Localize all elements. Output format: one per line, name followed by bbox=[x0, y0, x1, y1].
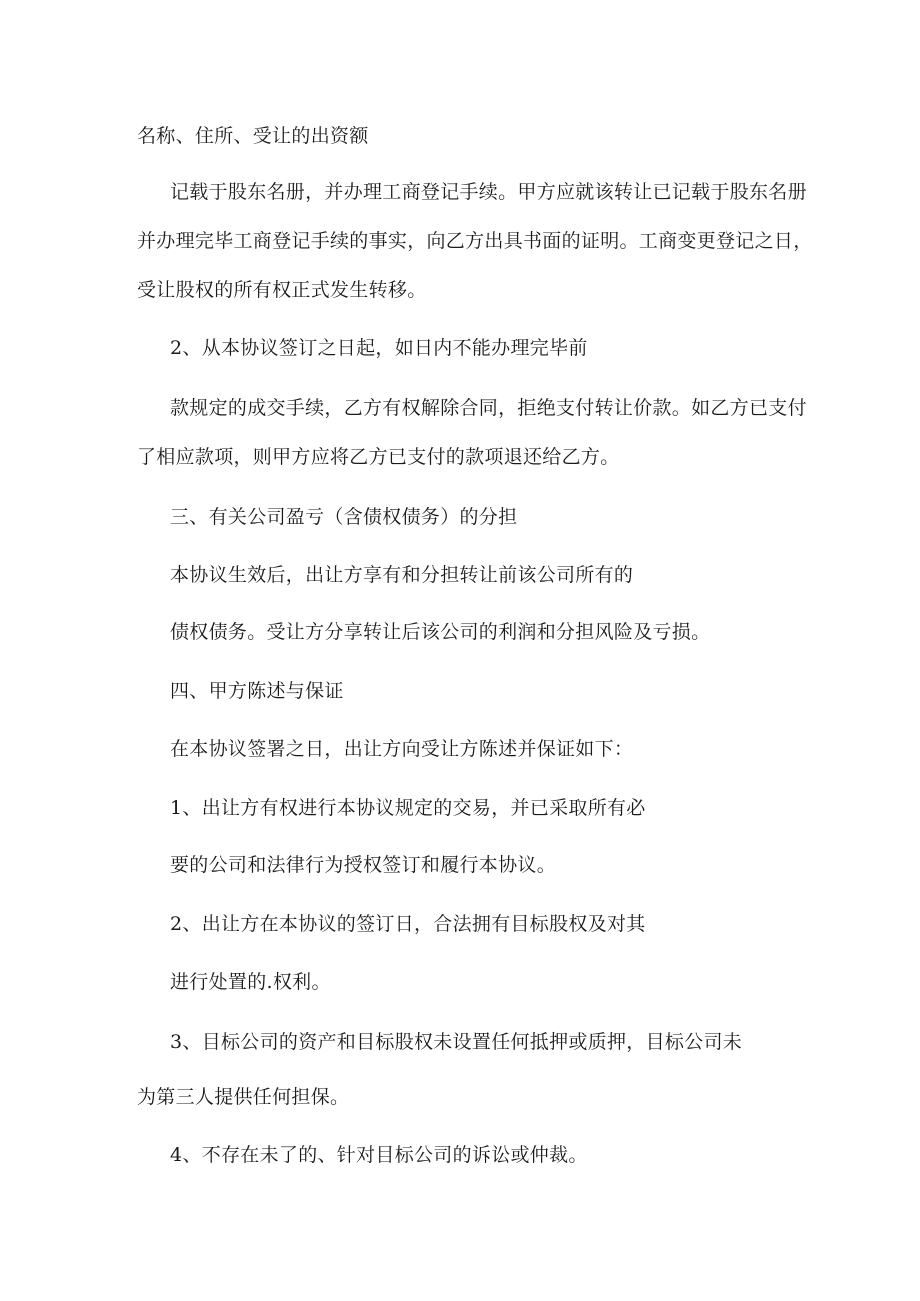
text-line: 并办理完毕工商登记手续的事实，向乙方出具书面的证明。工商变更登记之日， bbox=[137, 230, 813, 252]
text-line: 4、不存在未了的、针对目标公司的诉讼或仲裁。 bbox=[170, 1144, 588, 1166]
section-heading: 三、有关公司盈亏（含债权债务）的分担 bbox=[170, 506, 518, 528]
text-line: 1、出让方有权进行本协议规定的交易，并已采取所有必 bbox=[170, 797, 646, 819]
text-line: 本协议生效后，出让方享有和分担转让前该公司所有的 bbox=[170, 564, 634, 586]
text-line: 在本协议签署之日，出让方向受让方陈述并保证如下： bbox=[170, 738, 634, 760]
text-line: 了相应款项，则甲方应将乙方已支付的款项退还给乙方。 bbox=[137, 446, 620, 468]
text-line: 2、出让方在本协议的签订日，合法拥有目标股权及对其 bbox=[170, 913, 646, 935]
text-line: 2、从本协议签订之日起，如日内不能办理完毕前 bbox=[170, 337, 588, 359]
text-line: 受让股权的所有权正式发生转移。 bbox=[137, 279, 427, 301]
text-line: 记载于股东名册，并办理工商登记手续。甲方应就该转让已记载于股东名册 bbox=[170, 181, 807, 203]
text-line: 为第三人提供任何担保。 bbox=[137, 1086, 350, 1108]
text-line: 要的公司和法律行为授权签订和履行本协议。 bbox=[170, 854, 557, 876]
text-line: 款规定的成交手续，乙方有权解除合同，拒绝支付转让价款。如乙方已支付 bbox=[170, 397, 807, 419]
section-heading: 四、甲方陈述与保证 bbox=[170, 680, 344, 702]
text-line: 进行处置的.权利。 bbox=[170, 971, 331, 993]
text-line: 名称、住所、受让的出资额 bbox=[137, 125, 369, 147]
text-line: 债权债务。受让方分享转让后该公司的利润和分担风险及亏损。 bbox=[170, 621, 711, 643]
text-line: 3、目标公司的资产和目标股权未设置任何抵押或质押，目标公司未 bbox=[170, 1031, 743, 1053]
